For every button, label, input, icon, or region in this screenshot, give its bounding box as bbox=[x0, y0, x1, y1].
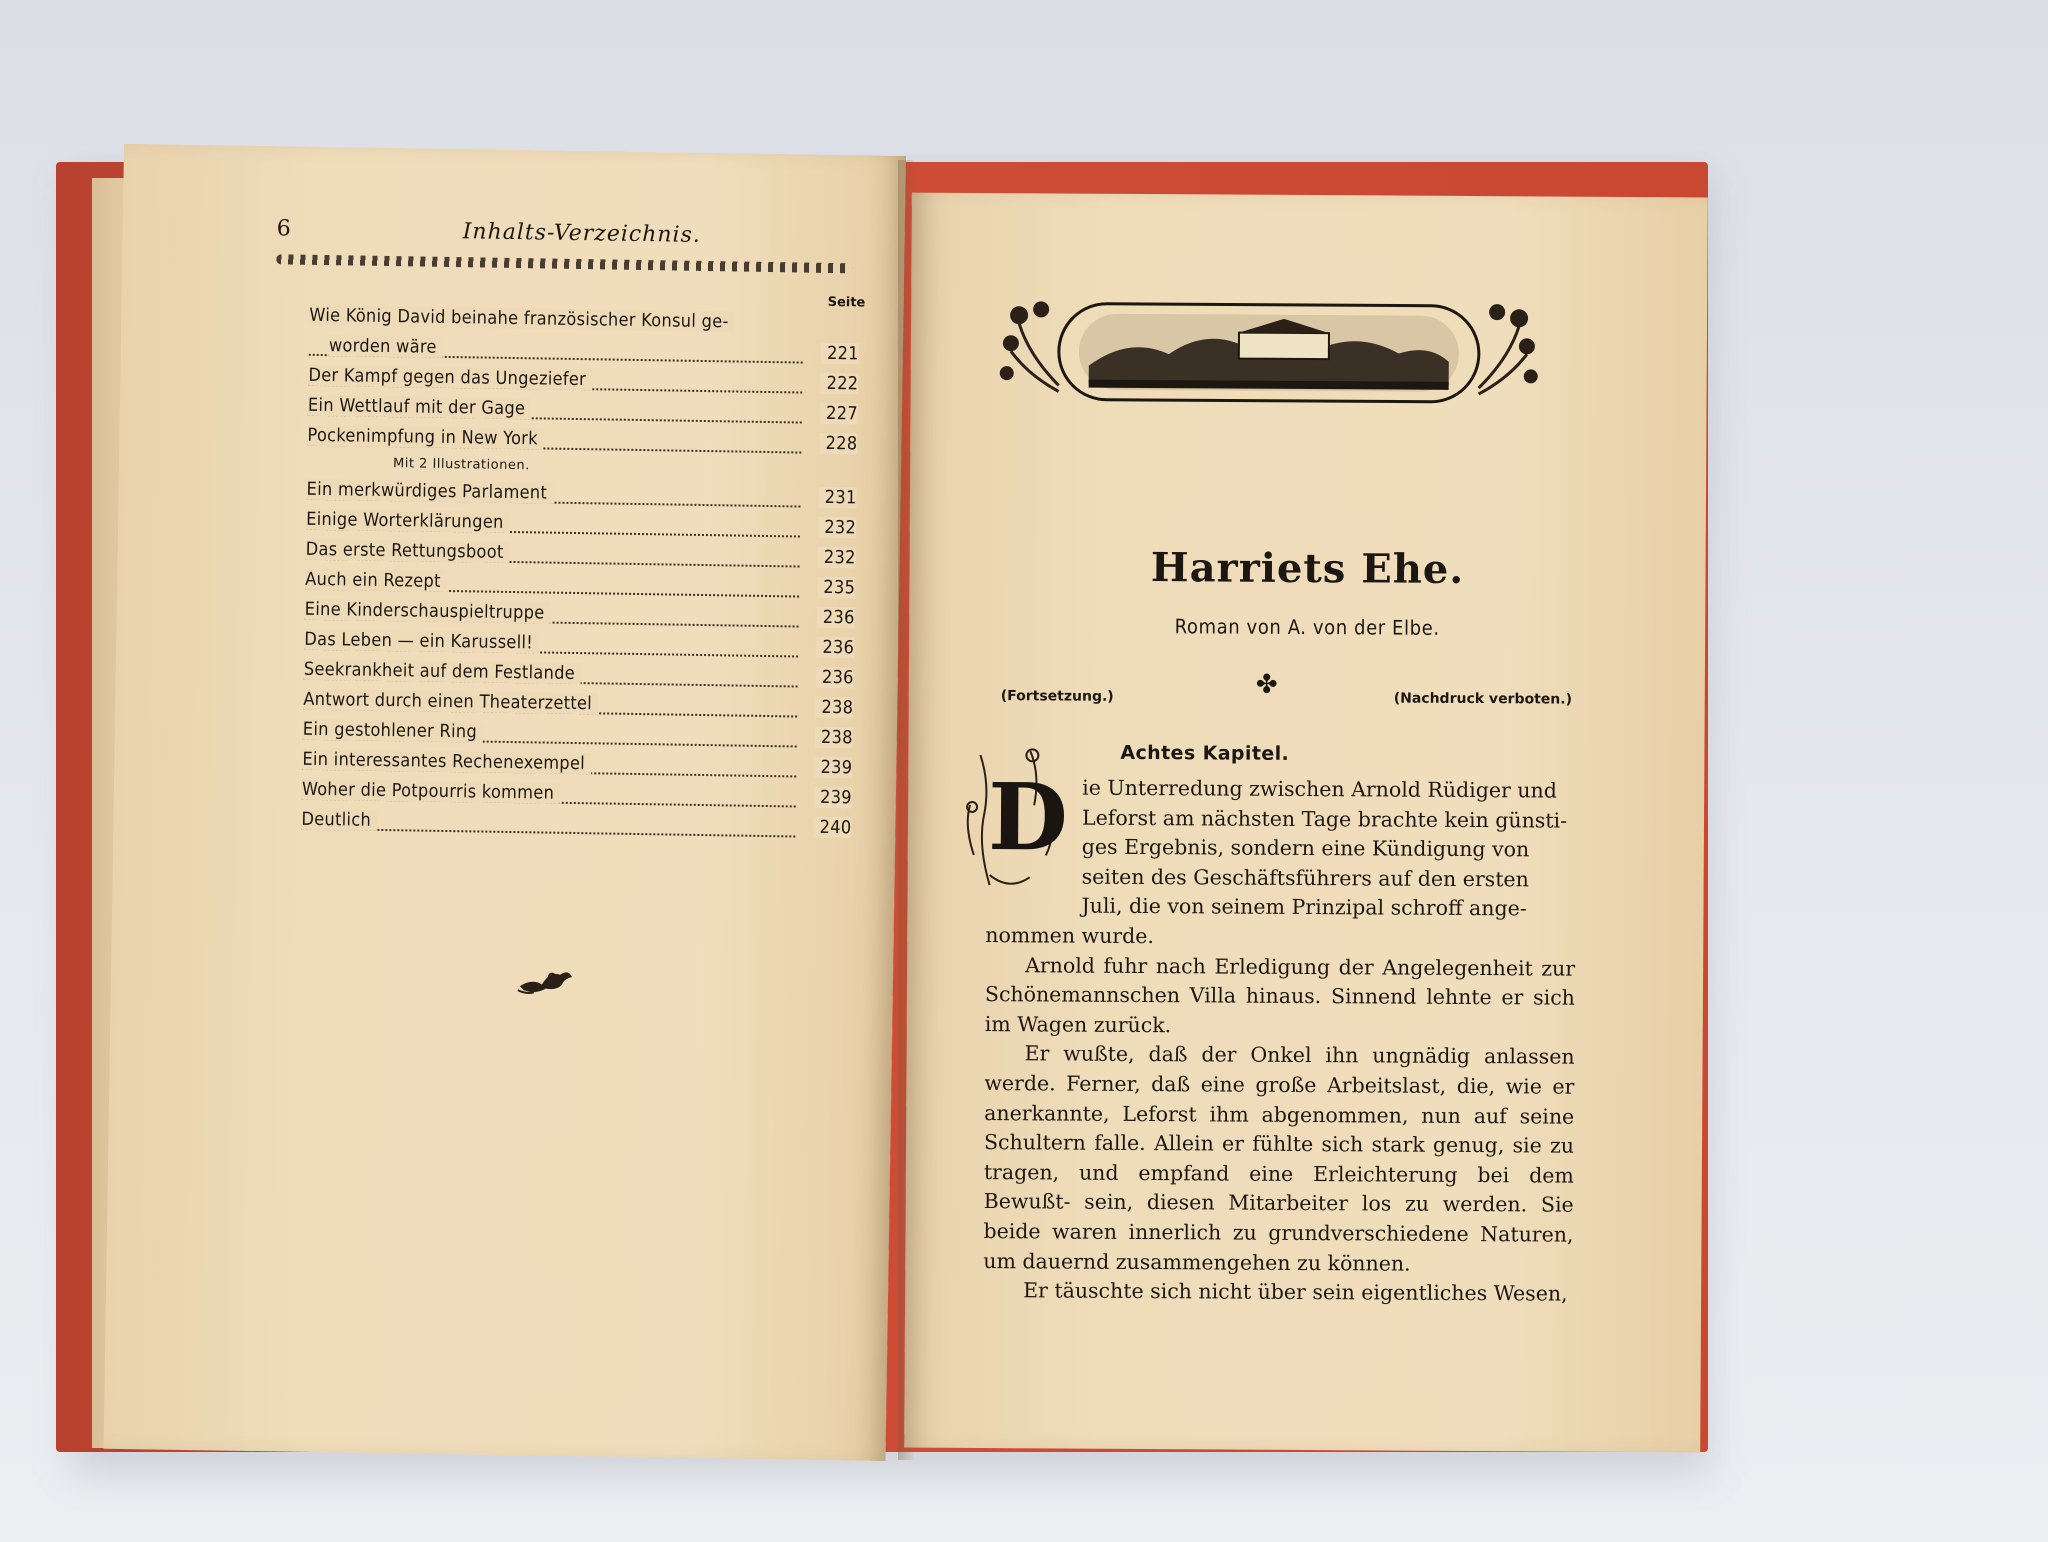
toc-title: Der Kampf gegen das Ungeziefer bbox=[308, 365, 592, 390]
toc-page: 236 bbox=[816, 637, 854, 659]
landscape-headpiece-icon bbox=[989, 295, 1550, 410]
toc-page: 238 bbox=[815, 697, 853, 719]
toc-title: worden wäre bbox=[329, 335, 443, 358]
toc-page: 239 bbox=[814, 787, 852, 809]
toc-title: Seekrankheit auf dem Festlande bbox=[304, 659, 582, 684]
paragraph: Er täuschte sich nicht über sein eigentliches Wesen, bbox=[1023, 1278, 1568, 1306]
copyright-note: (Nachdruck verboten.) bbox=[1393, 690, 1573, 708]
text-line: Juli, die von seinem Prinzipal schroff ange- bbox=[1081, 894, 1527, 921]
ornament-rule bbox=[276, 254, 852, 273]
toc-note: Mit 2 Illustrationen. bbox=[392, 456, 530, 474]
toc-title: Ein interessantes Rechenexempel bbox=[302, 749, 591, 775]
toc-title: Wie König David beinahe französischer Konsul ge- bbox=[309, 305, 735, 333]
toc-title: Das Leben — ein Karussell! bbox=[304, 629, 539, 654]
paragraph: Er wußte, daß der Onkel ihn ungnädig anlassen werde. Ferner, daß eine große Arbeitslast, die, wie er anerkannte, Leforst ihm abgenommen, nun auf seine Schultern falle. Allein er fühlte sich stark genug, sie zu tragen, und empfand eine Erleichterung bei dem Bewußt- sein, diesen Mitarbeiter los zu werden. Sie beide waren innerlich zu grundverschiedene Naturen, um dauernd zusammengehen zu können. bbox=[983, 1041, 1575, 1276]
toc-page: 239 bbox=[814, 757, 852, 779]
toc-page: 232 bbox=[818, 517, 856, 539]
page-number: 6 bbox=[276, 216, 292, 242]
right-page bbox=[904, 193, 1708, 1453]
novel-title: Harriets Ehe. bbox=[1150, 544, 1465, 593]
text-line: seiten des Geschäftsführers auf den ersten bbox=[1081, 864, 1529, 892]
left-page bbox=[104, 144, 906, 1461]
toc-title: Eine Kinderschauspieltruppe bbox=[305, 599, 551, 624]
table-of-contents bbox=[301, 305, 859, 848]
toc-page: 222 bbox=[820, 373, 858, 395]
drop-cap-letter: D bbox=[987, 763, 1069, 872]
toc-page: 240 bbox=[813, 817, 851, 839]
column-label: Seite bbox=[827, 294, 866, 311]
chapter-heading: Achtes Kapitel. bbox=[1120, 741, 1290, 765]
floral-vignette-icon bbox=[516, 960, 577, 997]
toc-page: 236 bbox=[817, 607, 855, 629]
toc-title: Deutlich bbox=[301, 809, 377, 831]
toc-title: Woher die Potpourris kommen bbox=[302, 779, 561, 804]
page-header bbox=[122, 214, 904, 256]
fleuron-icon: ✤ bbox=[1255, 669, 1278, 700]
paragraph: Arnold fuhr nach Erledigung der Angelegenheit zur Schönemannschen Villa hinaus. Sinnend lehnte er sich im Wagen zurück. bbox=[984, 952, 1576, 1037]
toc-title: Ein merkwürdiges Parlament bbox=[306, 479, 553, 504]
text-line: ie Unterredung zwischen Arnold Rüdiger und bbox=[1082, 775, 1557, 803]
toc-title: Ein gestohlener Ring bbox=[303, 719, 483, 743]
toc-page: 235 bbox=[817, 577, 855, 599]
text-line: Leforst am nächsten Tage brachte kein günsti- bbox=[1081, 805, 1568, 833]
toc-title: Das erste Rettungsboot bbox=[306, 539, 510, 563]
toc-page: 227 bbox=[820, 403, 858, 425]
toc-page: 221 bbox=[821, 343, 859, 365]
toc-page: 231 bbox=[819, 487, 857, 509]
continuation-note: (Fortsetzung.) bbox=[1000, 688, 1114, 705]
running-head: Inhalts-Verzeichnis. bbox=[462, 219, 702, 248]
paragraph: nommen wurde. bbox=[985, 923, 1154, 949]
toc-page: 238 bbox=[815, 727, 853, 749]
toc-page: 228 bbox=[819, 433, 857, 455]
toc-title: Einige Worterklärungen bbox=[306, 509, 510, 533]
toc-title: Pockenimpfung in New York bbox=[307, 425, 544, 450]
chapter-text bbox=[983, 773, 1576, 1309]
text-line: ges Ergebnis, sondern eine Kündigung von bbox=[1081, 834, 1530, 862]
toc-page: 236 bbox=[816, 667, 854, 689]
toc-title: Auch ein Rezept bbox=[305, 569, 447, 592]
toc-title: Ein Wettlauf mit der Gage bbox=[308, 395, 532, 420]
toc-title: Antwort durch einen Theaterzettel bbox=[303, 689, 598, 715]
novel-subtitle: Roman von A. von der Elbe. bbox=[1174, 614, 1440, 640]
toc-page: 232 bbox=[818, 547, 856, 569]
